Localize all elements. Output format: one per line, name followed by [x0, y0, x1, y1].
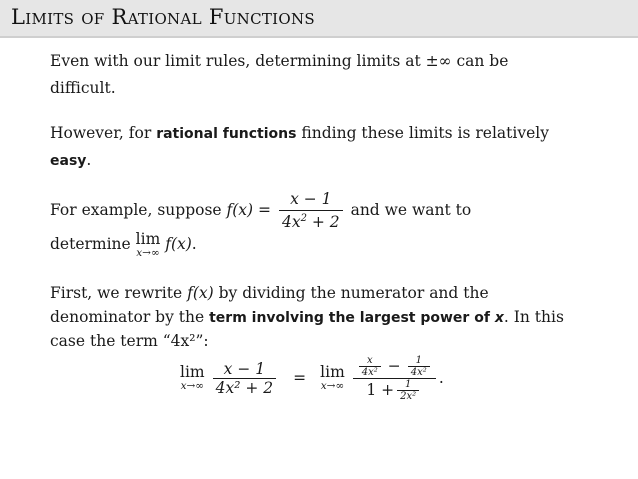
limit-equation — [180, 350, 444, 406]
rhs-term-a — [359, 355, 381, 378]
equation-rhs-fraction — [353, 355, 436, 402]
rhs-term-b — [408, 355, 430, 378]
equation-rhs-lim-word: lim — [320, 363, 345, 381]
paragraph-4-line-2-suffix: . In this — [503, 308, 564, 326]
function-fraction — [279, 188, 343, 234]
paragraph-3-line-2 — [50, 232, 197, 258]
paragraph-4-line-1-suffix: by dividing the numerator and the — [213, 284, 489, 302]
paragraph-3-prefix: For example, suppose — [50, 200, 227, 219]
paragraph-2-line-2 — [50, 149, 91, 171]
denominator-exponent: 2 — [300, 213, 307, 225]
rhs-den-term-numerator: 1 — [404, 378, 412, 390]
limit-expression: f(x) — [165, 235, 192, 253]
paragraph-4-prefix: First, we rewrite — [50, 284, 188, 302]
denominator-base: 4x — [281, 213, 301, 232]
equation-rhs-denominator — [353, 378, 436, 402]
title-bar — [0, 0, 638, 38]
rhs-minus: − — [387, 357, 401, 375]
paragraph-2-suffix: . — [86, 151, 92, 169]
limit-subscript: x→∞ — [136, 246, 160, 259]
paragraph-2-line-1 — [50, 122, 549, 144]
equation-lhs-numerator: x − 1 — [223, 359, 266, 378]
equation-rhs-limit — [320, 365, 345, 391]
rhs-term-a-numerator: x — [366, 354, 373, 366]
equation-lhs-lim-word: lim — [180, 363, 205, 381]
paragraph-1-line-2: difficult. — [50, 79, 116, 97]
rhs-den-term — [397, 379, 419, 402]
paragraph-4-line-3: case the term “4x²”: — [50, 332, 209, 350]
paragraph-3-suffix: and we want to — [350, 200, 472, 219]
paragraph-4-line-1 — [50, 282, 489, 304]
paragraph-4-line-2 — [50, 306, 564, 328]
paragraph-2-middle: finding these limits is relatively — [296, 124, 549, 142]
rhs-term-b-denominator: 4x² — [408, 366, 430, 378]
paragraph-3-line-2-prefix: determine — [50, 235, 136, 253]
function-definition-lhs: f(x) = — [226, 200, 272, 219]
paragraph-4-line-2-prefix: denominator by the — [50, 308, 210, 326]
limit-word: lim — [135, 230, 161, 248]
rhs-term-a-denominator: 4x² — [359, 366, 381, 378]
paragraph-3-line-1 — [50, 188, 471, 234]
function-numerator: x − 1 — [290, 190, 332, 208]
denominator-tail: + 2 — [306, 213, 340, 232]
limit-operator — [136, 232, 161, 258]
paragraph-4-fx: f(x) — [187, 284, 214, 302]
rhs-term-b-numerator: 1 — [415, 354, 422, 366]
slide-title: Limits of Rational Functions — [11, 5, 315, 29]
equation-equals: = — [293, 369, 307, 387]
emphasis-x: x — [494, 310, 504, 326]
rhs-den-one: 1 + — [366, 381, 395, 399]
equation-lhs-limit — [180, 365, 205, 391]
equation-lhs-fraction — [213, 360, 277, 397]
equation-rhs-numerator — [353, 355, 436, 378]
equation-lhs-lim-subscript: x→∞ — [180, 379, 205, 392]
function-denominator — [279, 210, 343, 233]
rhs-den-term-denominator: 2x² — [397, 390, 419, 402]
equation-period: . — [438, 369, 444, 387]
equation-rhs-lim-subscript: x→∞ — [320, 379, 345, 392]
emphasis-easy: easy — [50, 153, 87, 169]
emphasis-largest-power: term involving the largest power of — [209, 310, 490, 326]
equation-lhs-denominator: 4x² + 2 — [213, 378, 277, 397]
paragraph-1-line-1: Even with our limit rules, determining limits at ±∞ can be — [50, 52, 509, 70]
paragraph-3-line-2-suffix: . — [191, 235, 197, 253]
emphasis-rational-functions: rational functions — [156, 126, 297, 142]
paragraph-2-prefix: However, for — [50, 124, 157, 142]
